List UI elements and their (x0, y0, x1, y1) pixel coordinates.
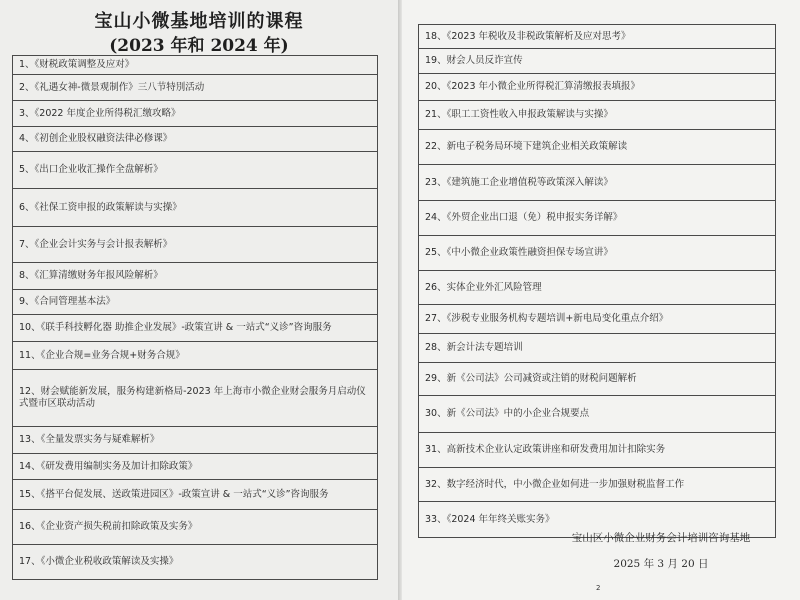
course-item-32: 32、数字经济时代，中小微企业如何进一步加强财税监督工作 (419, 468, 776, 502)
course-item-28: 28、新会计法专题培训 (419, 334, 776, 363)
course-item-33: 33、《2024 年年终关账实务》 (419, 502, 776, 538)
course-item-29: 29、新《公司法》公司减资或注销的财税问题解析 (419, 363, 776, 396)
course-item-4: 4、《初创企业股权融资法律必修课》 (13, 127, 378, 152)
course-item-27: 27、《涉税专业服务机构专题培训+新电局变化重点介绍》 (419, 305, 776, 334)
course-item-3: 3、《2022 年度企业所得税汇缴攻略》 (13, 101, 378, 127)
course-item-22: 22、新电子税务局环境下建筑企业相关政策解读 (419, 130, 776, 165)
course-item-23: 23、《建筑施工企业增值税等政策深入解读》 (419, 165, 776, 201)
course-item-17: 17、《小微企业税收政策解读及实操》 (13, 545, 378, 580)
course-item-14: 14、《研发费用编制实务及加计扣除政策》 (13, 454, 378, 480)
right-page (402, 0, 800, 600)
left-page (0, 0, 398, 600)
course-item-15: 15、《搭平台促发展、送政策进园区》-政策宣讲 & 一站式“义诊”咨询服务 (13, 480, 378, 510)
course-item-25: 25、《中小微企业政策性融资担保专场宣讲》 (419, 236, 776, 271)
course-item-16: 16、《企业资产损失税前扣除政策及实务》 (13, 510, 378, 545)
course-item-11: 11、《企业合规=业务合规+财务合规》 (13, 342, 378, 370)
course-item-12: 12、财会赋能新发展，服务构建新格局-2023 年上海市小微企业财会服务月启动仪式暨市区联动活动 (13, 370, 378, 427)
course-item-18: 18、《2023 年税收及非税政策解析及应对思考》 (419, 25, 776, 49)
course-item-31: 31、高新技术企业认定政策讲座和研发费用加计扣除实务 (419, 433, 776, 468)
page-title: 宝山小微基地培训的课程 (94, 11, 304, 32)
course-item-7: 7、《企业会计实务与会计报表解析》 (13, 227, 378, 263)
document-date: 2025 年 3 月 20 日 (613, 558, 709, 570)
course-item-5: 5、《出口企业收汇操作全盘解析》 (13, 152, 378, 189)
course-item-1: 1、《财税政策调整及应对》 (13, 56, 378, 75)
course-table-right (418, 24, 776, 538)
page-number: 2 (596, 584, 601, 592)
course-table-left (12, 55, 378, 580)
course-item-10: 10、《联手科技孵化器 助推企业发展》-政策宣讲 & 一站式“义诊”咨询服务 (13, 315, 378, 342)
page-subtitle: (2023 年和 2024 年) (109, 36, 289, 56)
course-item-20: 20、《2023 年小微企业所得税汇算清缴报表填报》 (419, 74, 776, 101)
course-item-24: 24、《外贸企业出口退（免）税申报实务详解》 (419, 201, 776, 236)
course-item-26: 26、实体企业外汇风险管理 (419, 271, 776, 305)
course-item-21: 21、《职工工资性收入申报政策解读与实操》 (419, 101, 776, 130)
course-item-9: 9、《合同管理基本法》 (13, 290, 378, 315)
course-item-19: 19、财会人员反诈宣传 (419, 49, 776, 74)
course-item-13: 13、《全量发票实务与疑难解析》 (13, 427, 378, 454)
course-item-2: 2、《礼遇女神-微景观制作》三八节特別活动 (13, 75, 378, 101)
course-item-8: 8、《汇算清缴财务年报风险解析》 (13, 263, 378, 290)
organization-name: 宝山区小微企业财务会计培训咨询基地 (571, 532, 751, 544)
course-item-6: 6、《社保工资申报的政策解读与实操》 (13, 189, 378, 227)
course-item-30: 30、新《公司法》中的小企业合规要点 (419, 396, 776, 433)
